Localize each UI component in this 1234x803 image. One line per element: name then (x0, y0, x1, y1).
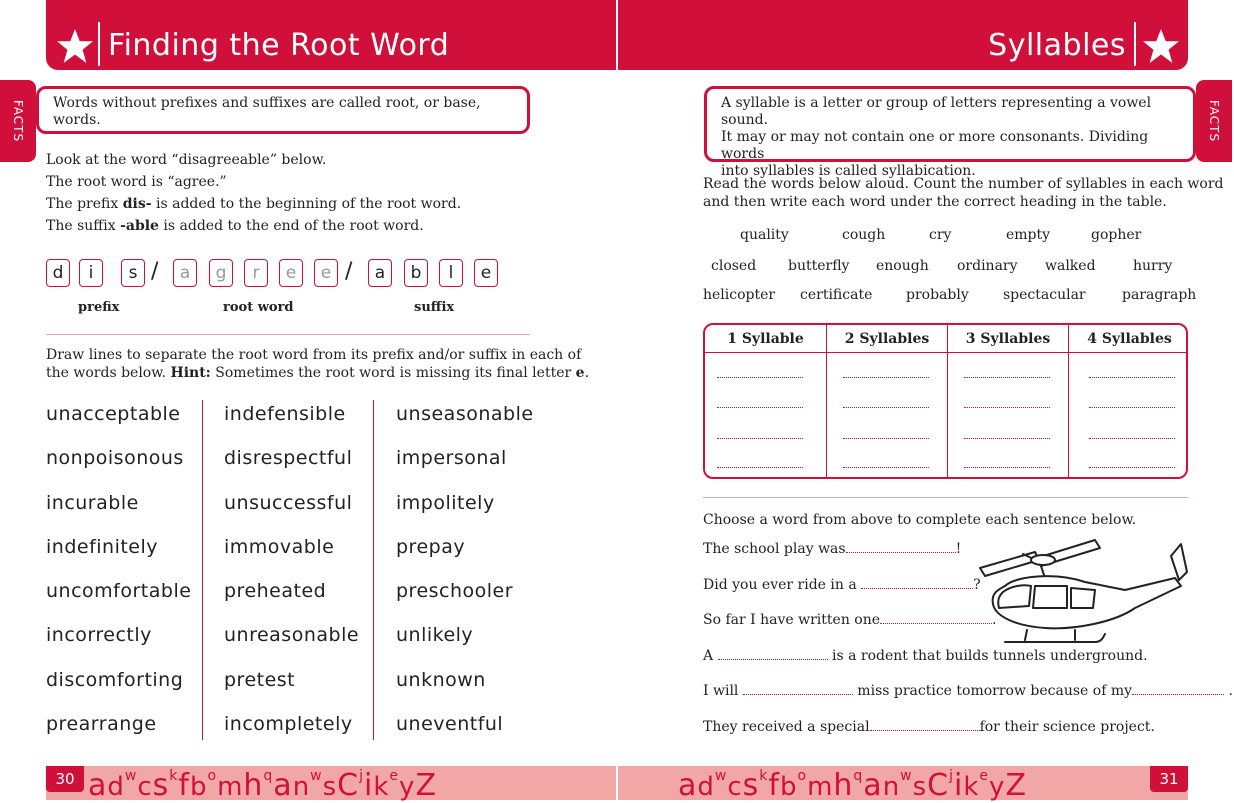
alphabet-letter: k (373, 772, 390, 802)
word-bank-item: quality (740, 227, 789, 243)
table-header: 3 Syllables (948, 325, 1068, 353)
alphabet-letter: C (337, 768, 360, 803)
alphabet-letter: y (989, 772, 1006, 802)
alphabet-letter: m (217, 772, 244, 802)
alphabet-letter: w (900, 768, 913, 784)
alphabet-letter: f (768, 768, 780, 803)
sentence: I will miss practice tomorrow because of my . (703, 683, 1233, 699)
alphabet-letter: s (152, 768, 170, 803)
word-bank-item: enough (876, 258, 929, 274)
word: prearrange (46, 713, 157, 736)
answer-blank[interactable] (870, 717, 980, 731)
answer-blank[interactable] (861, 575, 973, 589)
word-column-1 (46, 402, 191, 756)
fact-line: into syllables is called syllabication. (721, 163, 976, 179)
intro-line: The prefix dis- is added to the beginning of the root word. (46, 196, 462, 212)
word: unacceptable (46, 403, 181, 425)
word: unseasonable (396, 403, 534, 425)
alphabet-letter: e (979, 768, 990, 784)
page-title: Finding the Root Word (108, 28, 450, 63)
alphabet-letter: k (963, 772, 980, 802)
prefix-label: prefix (78, 300, 120, 315)
word: disrespectful (224, 447, 353, 470)
syllable-table (703, 323, 1188, 479)
word: unreasonable (224, 624, 360, 647)
alphabet-letter: a (273, 768, 293, 803)
fact-line: A syllable is a letter or group of letters representing a vowel sound. (721, 95, 1152, 128)
answer-line[interactable] (964, 467, 1050, 468)
word-bank-item: paragraph (1122, 287, 1197, 303)
alphabet-decoration (88, 768, 437, 803)
fact-line: It may or may not contain one or more consonants. Dividing words (721, 129, 1149, 162)
answer-line[interactable] (964, 377, 1050, 378)
table-header: 2 Syllables (827, 325, 947, 353)
alphabet-letter: a (88, 768, 108, 803)
letter-tile: b (404, 259, 428, 287)
alphabet-letter: Z (415, 768, 437, 803)
word-column-3 (396, 402, 534, 756)
letter-tile: d (46, 259, 70, 287)
letter-tile: a (368, 259, 392, 287)
star-icon (56, 28, 94, 64)
answer-line[interactable] (717, 467, 803, 468)
answer-line[interactable] (1089, 377, 1175, 378)
answer-line[interactable] (843, 407, 929, 408)
word-column-2 (224, 402, 359, 756)
word-bank-item: ordinary (957, 258, 1018, 274)
alphabet-letter: h (833, 768, 854, 803)
letter-tile: l (439, 259, 463, 287)
answer-line[interactable] (964, 438, 1050, 439)
alphabet-letter: n (882, 772, 901, 802)
slash: / (345, 259, 353, 284)
alphabet-letter: c (137, 772, 153, 802)
word-bank-item: certificate (800, 287, 873, 303)
facts-label: FACTS (11, 99, 25, 143)
letter-tile: i (79, 259, 103, 287)
alphabet-letter: s (912, 772, 928, 802)
word-bank-item: spectacular (1003, 287, 1086, 303)
word: uneventful (396, 713, 504, 736)
letter-tile: a (173, 259, 197, 287)
word: discomforting (46, 668, 184, 691)
alphabet-letter: c (727, 772, 743, 802)
facts-label: FACTS (1207, 99, 1221, 143)
sentence: So far I have written one . (703, 612, 997, 628)
answer-blank[interactable] (1132, 681, 1224, 695)
answer-blank[interactable] (743, 681, 853, 695)
instruction-line: and then write each word under the correct heading in the table. (703, 194, 1167, 210)
word-bank-item: cough (842, 227, 886, 243)
letter-tile: r (244, 259, 268, 287)
alphabet-letter: w (124, 768, 138, 784)
word: unlikely (396, 624, 474, 647)
word: incorrectly (46, 624, 152, 647)
divider (46, 334, 530, 335)
alphabet-letter: a (863, 768, 883, 803)
facts-tab (1196, 80, 1232, 162)
alphabet-letter: s (322, 772, 338, 802)
alphabet-letter: a (678, 768, 698, 803)
word-bank-item: closed (711, 258, 757, 274)
divider (98, 22, 100, 66)
alphabet-letter: q (853, 768, 864, 784)
alphabet-letter: o (207, 768, 218, 784)
alphabet-letter: o (797, 768, 808, 784)
alphabet-letter: m (807, 772, 834, 802)
intro-line: The root word is “agree.” (46, 174, 227, 190)
alphabet-letter: y (399, 772, 416, 802)
slash: / (151, 259, 159, 284)
instructions (46, 346, 589, 382)
word: uncomfortable (46, 580, 192, 603)
helicopter-icon (975, 538, 1190, 660)
alphabet-letter: Z (1005, 768, 1027, 803)
alphabet-letter: n (292, 772, 311, 802)
word-bank-item: butterfly (788, 258, 850, 274)
answer-line[interactable] (1089, 467, 1175, 468)
word: immovable (224, 535, 335, 558)
sentence-instruction: Choose a word from above to complete each sentence below. (703, 512, 1137, 528)
column-divider (202, 400, 203, 740)
instruction-line: Read the words below aloud. Count the number of syllables in each word (703, 176, 1224, 192)
word: preheated (224, 580, 327, 603)
answer-blank[interactable] (718, 646, 828, 660)
fact-box (704, 86, 1196, 179)
page-number: 30 (46, 766, 84, 792)
alphabet-letter: k (759, 768, 769, 784)
word-bank-item: hurry (1133, 258, 1173, 274)
answer-line[interactable] (1089, 407, 1175, 408)
divider (703, 497, 1188, 498)
right-title-banner (618, 0, 1188, 70)
alphabet-letter: k (169, 768, 179, 784)
letter-tile: s (121, 259, 145, 287)
answer-line[interactable] (717, 377, 803, 378)
word-bank-item: cry (929, 227, 952, 243)
alphabet-letter: d (107, 772, 125, 802)
instructions (703, 175, 1223, 211)
word-bank-item: walked (1045, 258, 1096, 274)
letter-tile: e (314, 259, 338, 287)
answer-line[interactable] (843, 467, 929, 468)
alphabet-letter: h (243, 768, 264, 803)
table-column (826, 325, 947, 477)
alphabet-letter: j (359, 768, 365, 784)
word-bank-item: empty (1006, 227, 1051, 243)
fact-text: Words without prefixes and suffixes are called root, or base, words. (53, 95, 481, 128)
word: pretest (224, 668, 296, 691)
alphabet-letter: j (949, 768, 955, 784)
table-column (947, 325, 1068, 477)
alphabet-letter: C (927, 768, 950, 803)
sentence: The school play was ! (703, 541, 962, 557)
answer-line[interactable] (964, 407, 1050, 408)
alphabet-letter: q (263, 768, 274, 784)
instruction-line: the words below. Hint: Sometimes the root word is missing its final letter e. (46, 365, 590, 381)
alphabet-letter: e (389, 768, 400, 784)
word-bank-item: probably (906, 287, 969, 303)
table-header: 1 Syllable (705, 325, 826, 353)
word: indefinitely (46, 535, 159, 558)
word: preschooler (396, 580, 514, 603)
letter-tile: e (474, 259, 498, 287)
table-column (705, 325, 826, 477)
word: unknown (396, 668, 486, 691)
letter-tile: e (279, 259, 303, 287)
facts-tab (0, 80, 36, 162)
alphabet-letter: b (189, 772, 208, 802)
letter-tile: g (209, 259, 233, 287)
answer-line[interactable] (717, 407, 803, 408)
alphabet-letter: w (310, 768, 323, 784)
answer-blank[interactable] (846, 539, 956, 553)
fact-box (36, 86, 530, 134)
intro-line: The suffix -able is added to the end of the root word. (46, 218, 424, 234)
sentence: A is a rodent that builds tunnels underground. (703, 648, 1148, 664)
column-divider (373, 400, 374, 740)
word: indefensible (224, 403, 346, 425)
word: prepay (396, 535, 466, 558)
suffix-label: suffix (414, 300, 455, 315)
word: incompletely (224, 713, 353, 736)
page-title: Syllables (988, 28, 1126, 63)
alphabet-letter: s (742, 768, 760, 803)
word: impersonal (396, 447, 507, 470)
root-word-label: root word (223, 300, 294, 315)
word-bank-item: gopher (1091, 227, 1142, 243)
alphabet-letter: w (714, 768, 728, 784)
alphabet-letter: d (697, 772, 715, 802)
alphabet-letter: i (364, 768, 374, 803)
answer-line[interactable] (717, 438, 803, 439)
alphabet-letter: i (954, 768, 964, 803)
word: unsuccessful (224, 491, 353, 514)
word: incurable (46, 491, 139, 514)
answer-line[interactable] (843, 438, 929, 439)
page-number: 31 (1150, 766, 1188, 792)
answer-line[interactable] (1089, 438, 1175, 439)
table-column (1068, 325, 1188, 477)
intro-text (46, 149, 461, 237)
alphabet-letter: f (178, 768, 190, 803)
word: impolitely (396, 491, 495, 514)
word-bank-item: helicopter (703, 287, 776, 303)
sentence: They received a special for their science project. (703, 719, 1155, 735)
intro-line: Look at the word “disagreeable” below. (46, 152, 327, 168)
left-title-banner (46, 0, 616, 70)
answer-line[interactable] (843, 377, 929, 378)
sentence: Did you ever ride in a ? (703, 577, 981, 593)
alphabet-letter: b (779, 772, 798, 802)
table-header: 4 Syllables (1069, 325, 1188, 353)
word: nonpoisonous (46, 447, 184, 470)
divider (1134, 22, 1136, 66)
alphabet-decoration (678, 768, 1027, 803)
instruction-line: Draw lines to separate the root word from its prefix and/or suffix in each of (46, 347, 582, 363)
star-icon (1142, 28, 1180, 64)
